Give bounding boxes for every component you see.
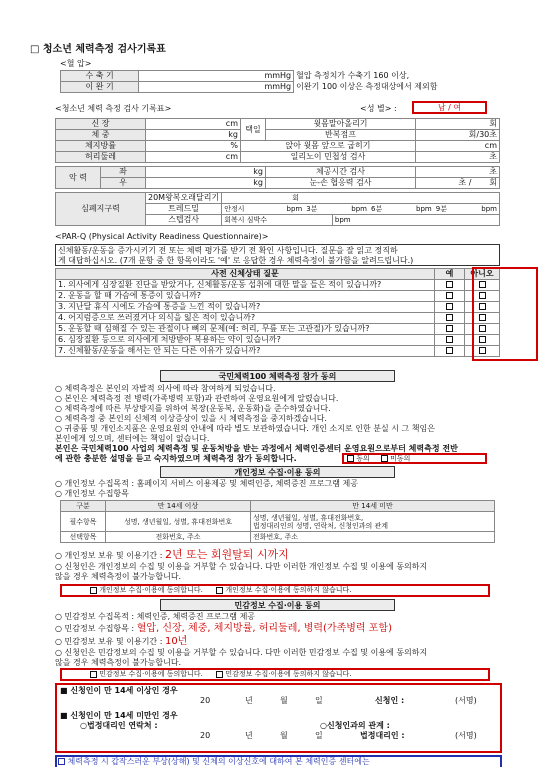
- applicant-label: 신청인 :: [375, 696, 405, 705]
- sign-m: 월: [280, 731, 288, 740]
- bp-table: [60, 70, 440, 93]
- retain-label: ○ 민감정보 보유 및 이용기간 :: [55, 637, 163, 646]
- disagree-label: 민감정보 수집·이용에 동의하지 않습니다.: [225, 670, 352, 678]
- cell: 전화번호, 주소: [251, 532, 495, 543]
- cell: 택일: [241, 119, 266, 141]
- cell: 스텝검사: [146, 215, 222, 226]
- cell: 회복시 심박수: [222, 215, 333, 226]
- signature-block: [60, 686, 495, 741]
- sensitive-body: [55, 612, 500, 668]
- parq-col-no: 아니오: [465, 269, 500, 280]
- cell: 안정시: [222, 204, 268, 215]
- disagree-checkbox[interactable]: [216, 671, 223, 678]
- cell: 20M왕복오래달리기: [146, 193, 222, 204]
- agree-label: 동의: [356, 454, 370, 463]
- cell: 전화번호, 주소: [106, 532, 251, 543]
- disagree-checkbox[interactable]: [381, 455, 388, 462]
- parq-question: 1. 의사에게 심장질환 진단을 받았거나, 신체활동/운동 섭취에 대한 말을 들은 적이 있습니까?: [56, 280, 435, 291]
- sign-year: 20: [200, 696, 211, 705]
- personal-purpose: ○ 개인정보 수집목적 : 홈페이지 서비스 이용제공 및 체력인증, 체력증진 프로그램 제공: [55, 479, 358, 488]
- yes-checkbox[interactable]: [446, 314, 453, 321]
- cell: [435, 291, 465, 302]
- disagree-label: 개인정보 수집·이용에 동의하지 않습니다.: [225, 586, 352, 594]
- retain-value: 2년 또는 회원탈퇴 시까지: [164, 548, 289, 561]
- cell: bpm: [332, 215, 499, 226]
- sign-d: 일: [315, 696, 323, 705]
- sex-label: <성 별> :: [360, 104, 397, 113]
- sign-m: 월: [280, 696, 288, 705]
- consent-item: 본인에게 있으며, 센터에는 책임이 없습니다.: [55, 434, 210, 443]
- consent-item: ○ 체력측정은 본인의 자발적 의사에 따라 참여하게 되었습니다.: [55, 384, 276, 393]
- refuse-text: 않을 경우 체력측정이 불가능합니다.: [55, 658, 182, 667]
- personal-choice: [60, 584, 490, 597]
- intro-line: 신체활동/운동을 증가시키기 전 또는 체력 평가를 받기 전 확인 사항입니다. 질문을 잘 읽고 정직하: [58, 246, 398, 255]
- retain-label: ○ 개인정보 보유 및 이용기간 :: [55, 551, 163, 560]
- cell: [435, 346, 465, 357]
- disagree-checkbox[interactable]: [216, 587, 223, 594]
- consent-item: ○ 체력측정 중 본인의 신체적 이상증상이 있을 시 체력측정을 중지하겠습니다.: [55, 414, 327, 423]
- sensitive-title: 민감정보 수집·이용 동의: [160, 599, 395, 611]
- yes-checkbox[interactable]: [446, 303, 453, 310]
- guardian-contact-label: ○법정대리인 연락처 :: [80, 721, 158, 730]
- cell: 선택항목: [61, 532, 106, 543]
- intro-line: 게 대답하십시오. (7개 문항 중 한 항목이라도 '예' 로 응답한 경우 체력측정이 불가함을 알려드립니다.): [58, 256, 414, 265]
- bp-note: 이완기 100 이상은 측정대상에서 제외함: [296, 82, 438, 91]
- cell: kg: [146, 130, 241, 141]
- cell: 9분: [434, 204, 462, 215]
- cell: kg: [146, 178, 266, 189]
- cell: 일리노이 민첩성 검사: [241, 152, 416, 163]
- cell: [435, 313, 465, 324]
- footer-checkbox[interactable]: [58, 758, 65, 765]
- personal-items-label: ○ 개인정보 수집항목: [55, 489, 129, 498]
- personal-retain: [55, 548, 500, 582]
- cell: 성명, 생년월일, 성별, 휴대전화번호,: [253, 513, 364, 522]
- consent-choice: [342, 453, 487, 464]
- seal-label: (서명): [455, 696, 477, 705]
- sign-y: 년: [245, 696, 253, 705]
- parq-question: 4. 어지럼증으로 쓰러졌거나 의식을 잃은 적이 있습니까?: [56, 313, 435, 324]
- yes-checkbox[interactable]: [446, 292, 453, 299]
- parq-col-question: 사전 신체상태 질문: [56, 269, 435, 280]
- bp-unit: mmHg: [139, 82, 294, 93]
- cell: bpm: [332, 204, 369, 215]
- cell: 초: [416, 167, 500, 178]
- cell: 체 중: [56, 130, 146, 141]
- retain-value: 10년: [164, 636, 188, 647]
- agree-label: 민감정보 수집·이용에 동의합니다.: [99, 670, 203, 678]
- parq-col-yes: 예: [435, 269, 465, 280]
- yes-checkbox[interactable]: [446, 336, 453, 343]
- cell: 성명, 생년월일, 성별, 휴대전화번호: [106, 512, 251, 532]
- cell: 6분: [369, 204, 397, 215]
- cell: [435, 280, 465, 291]
- grip-table: [55, 166, 500, 189]
- footer-line: 체력측정 시 갑작스러운 부상(상해) 및 신체의 이상신호에 대하여 본 체력인증 센터에는: [67, 757, 370, 766]
- cell: 회: [416, 119, 500, 130]
- consent-statement: 에 관한 충분한 설명을 듣고 숙지하였으며 체력측정 참가 동의합니다.: [55, 454, 297, 463]
- cell: 앉아 윗몸 앞으로 굽히기: [241, 141, 416, 152]
- cell: 회/30초: [416, 130, 500, 141]
- refuse-text: ○ 신청인은 민감정보의 수집 및 이용을 거부할 수 있습니다. 다만 이러한 민감정보 수집 및 이용에 동의하지: [55, 648, 428, 657]
- consent-item: ○ 본인은 체력측정 전 병력(가족병력 포함)과 관련하여 운영요원에게 알렸습니다.: [55, 394, 339, 403]
- under14-label: ■ 신청인이 만 14세 미만인 경우: [60, 711, 178, 720]
- personal-table: [60, 500, 495, 543]
- sex-select[interactable]: 남 / 여: [412, 101, 487, 114]
- cell: [251, 512, 495, 532]
- sign-d: 일: [315, 731, 323, 740]
- cell: 만 14세 이상: [106, 501, 251, 512]
- parq-table: [55, 268, 500, 357]
- yes-checkbox[interactable]: [446, 281, 453, 288]
- agree-checkbox[interactable]: [347, 455, 354, 462]
- page-title: □ 청소년 체력측정 검사기록표: [30, 44, 166, 55]
- sensitive-purpose: ○ 민감정보 수집목적 : 체력인증, 체력증진 프로그램 제공: [55, 612, 256, 621]
- cell: 만 14세 미만: [251, 501, 495, 512]
- cell: 반복점프: [266, 130, 416, 141]
- fitness-table: [55, 118, 500, 163]
- sign-y: 년: [245, 731, 253, 740]
- cell: [435, 302, 465, 313]
- parq-title: <PAR-Q (Physical Activity Readiness Questionnaire)>: [55, 232, 269, 241]
- cell: bpm: [397, 204, 434, 215]
- cell: 트레드밀: [146, 204, 222, 215]
- cell: cm: [416, 141, 500, 152]
- consent-body: [55, 384, 500, 464]
- parq-question: 6. 심장질환 등으로 의사에게 처방받아 복용하는 약이 있습니까?: [56, 335, 435, 346]
- guardian-label: 법정대리인 :: [360, 731, 405, 740]
- answer-highlight: [472, 267, 538, 361]
- cell: 회: [489, 178, 497, 187]
- cell: cm: [146, 119, 241, 130]
- yes-checkbox[interactable]: [446, 325, 453, 332]
- cell: 3분: [304, 204, 332, 215]
- consent-item: ○ 귀중품 및 개인소지품은 운영요원의 안내에 따라 별도 보관하였습니다. 개인 소지로 인한 분실 시 그 책임은: [55, 424, 435, 433]
- items-label: ○ 민감정보 수집항목 :: [55, 624, 135, 633]
- relation-label: ○신청인과의 관계 :: [320, 721, 390, 730]
- cell: 눈-손 협응력 검사: [266, 178, 416, 189]
- cell: %: [146, 141, 241, 152]
- cell: 구분: [61, 501, 106, 512]
- cell: 좌: [101, 167, 146, 178]
- cell: [435, 324, 465, 335]
- bp-header: <혈 압>: [60, 59, 92, 68]
- cell: 초 /: [458, 178, 472, 187]
- cell: 허리둘레: [56, 152, 146, 163]
- bp-note: 혈압 측정치가 수축기 160 이상,: [296, 71, 410, 80]
- cell: bpm: [462, 204, 500, 215]
- cell: 체공시간 검사: [266, 167, 416, 178]
- cell: 초: [416, 152, 500, 163]
- refuse-text: ○ 신청인은 개인정보의 수집 및 이용을 거부할 수 있습니다. 다만 이러한 개인정보 수집 및 이용에 동의하지: [55, 562, 428, 571]
- yes-checkbox[interactable]: [446, 347, 453, 354]
- cell: [435, 335, 465, 346]
- parq-question: 3. 지난달 휴식 시에도 가슴에 통증을 느낀 적이 있습니까?: [56, 302, 435, 313]
- fitness-header: <청소년 체력 측정 검사 기록표>: [55, 104, 172, 113]
- cell: kg: [146, 167, 266, 178]
- consent-statement: 본인은 국민체력100 사업의 체력측정 및 운동처방을 받는 과정에서 체력인증센터 운영요원으로부터 체력측정 전반: [55, 444, 458, 453]
- personal-body: [55, 479, 500, 499]
- consent-item: ○ 체력측정에 따른 부상방지를 위하여 복장(운동복, 운동화)을 준수하였습니다.: [55, 404, 331, 413]
- sensitive-choice: [60, 668, 490, 681]
- items-value: 혈압, 신장, 체중, 체지방률, 허리둘레, 병력(가족병력 포함): [136, 623, 392, 634]
- cell: 악 력: [56, 167, 101, 189]
- parq-question: 2. 운동을 할 때 가슴에 통증이 있습니까?: [56, 291, 435, 302]
- over14-label: ■ 신청인이 만 14세 이상인 경우: [60, 686, 178, 695]
- cell: [416, 178, 500, 189]
- agree-checkbox[interactable]: [90, 671, 97, 678]
- cardio-table: [55, 192, 500, 226]
- footer-text: [58, 757, 498, 767]
- cell: 윗몸말아올리기: [266, 119, 416, 130]
- bp-label: 수 축 기: [61, 71, 139, 82]
- cell: cm: [146, 152, 241, 163]
- agree-checkbox[interactable]: [90, 587, 97, 594]
- personal-title: 개인정보 수집·이용 동의: [160, 466, 395, 478]
- cell: 법정대리인의 성명, 연락처, 신청인과의 관계: [253, 521, 389, 530]
- seal-label: (서명): [455, 731, 477, 740]
- cell: 심폐지구력: [56, 193, 146, 226]
- parq-question: 5. 운동할 때 심해질 수 있는 관절이나 뼈의 문제(예: 허리, 무릎 또는 고관절)가 있습니까?: [56, 324, 435, 335]
- cell: 우: [101, 178, 146, 189]
- agree-label: 개인정보 수집·이용에 동의합니다.: [99, 586, 203, 594]
- cell: 필수항목: [61, 512, 106, 532]
- bp-label: 이 완 기: [61, 82, 139, 93]
- cell: 회: [222, 193, 500, 204]
- bp-unit: mmHg: [139, 71, 294, 82]
- sign-year: 20: [200, 731, 211, 740]
- parq-question: 7. 신체활동/운동을 해서는 안 되는 다른 이유가 있습니까?: [56, 346, 435, 357]
- cell: bpm: [268, 204, 305, 215]
- disagree-label: 미동의: [390, 454, 411, 463]
- cell: 신 장: [56, 119, 146, 130]
- consent-title: 국민체력100 체력측정 참가 동의: [160, 370, 395, 382]
- parq-intro: [55, 244, 500, 266]
- refuse-text: 않을 경우 체력측정이 불가능합니다.: [55, 572, 182, 581]
- cell: 체지방률: [56, 141, 146, 152]
